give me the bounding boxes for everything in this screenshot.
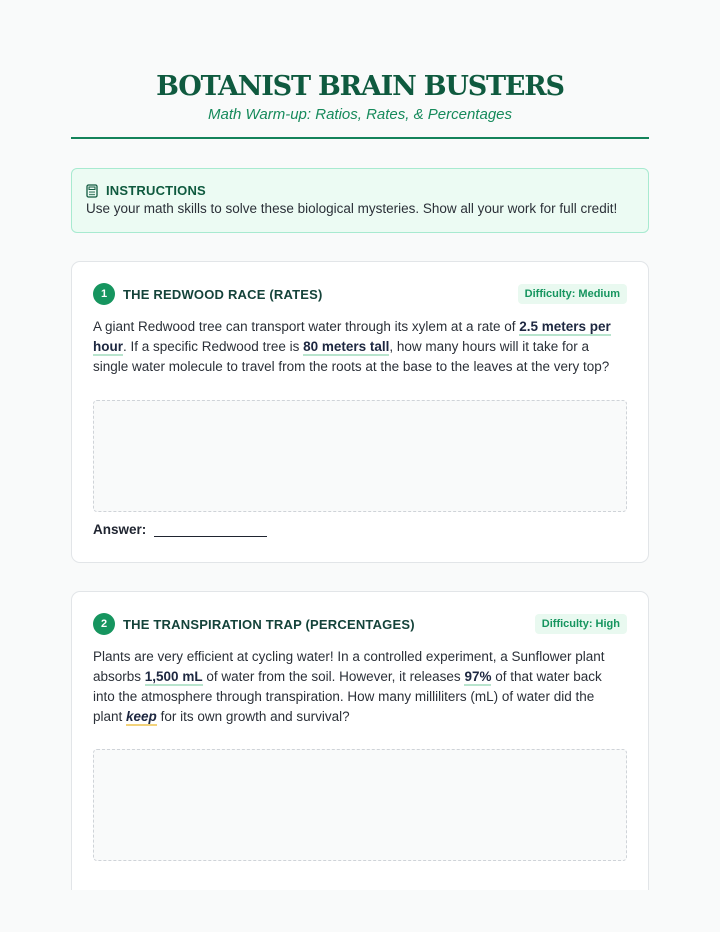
difficulty-badge: Difficulty: Medium xyxy=(518,284,627,304)
problem-header xyxy=(93,283,627,305)
highlighted-percent: 97% xyxy=(464,669,492,684)
problem-text xyxy=(93,647,627,727)
problem-number-badge: 2 xyxy=(93,613,115,635)
page-bottom-margin xyxy=(0,890,720,932)
calculator-icon xyxy=(86,184,98,198)
instructions-box xyxy=(71,168,649,233)
worksheet-header xyxy=(71,70,649,125)
header-divider xyxy=(71,137,649,139)
difficulty-badge: Difficulty: High xyxy=(535,614,627,634)
page-title: BOTANIST BRAIN BUSTERS xyxy=(156,71,564,102)
problem-number-badge: 1 xyxy=(93,283,115,305)
problem-text-part: Plants are very efficient at cycling water! In a controlled experiment, a Sunflower plant absorbs xyxy=(93,649,605,684)
highlighted-height: 80 meters tall xyxy=(303,339,390,354)
problem-text xyxy=(93,317,627,377)
highlighted-rate: 2.5 meters per hour xyxy=(93,319,611,354)
work-area[interactable] xyxy=(93,749,627,861)
problem-text-part: A giant Redwood tree can transport water through its xylem at a rate of xyxy=(93,319,520,334)
answer-blank[interactable] xyxy=(154,536,267,537)
instructions-title: INSTRUCTIONS xyxy=(106,183,206,198)
instructions-text: Use your math skills to solve these biological mysteries. Show all your work for full credit! xyxy=(86,201,618,216)
instructions-heading xyxy=(86,183,634,198)
problem-text-part: , how many hours will it take for a single water molecule to travel from the roots at the base to the leaves at the very top? xyxy=(93,339,610,374)
problem-card-1 xyxy=(71,261,649,563)
answer-label: Answer: xyxy=(93,522,147,537)
highlighted-keep: keep xyxy=(126,709,157,724)
problem-card-2 xyxy=(71,591,649,890)
highlighted-volume: 1,500 mL xyxy=(144,669,203,684)
problem-header xyxy=(93,613,627,635)
problem-text-part: of that water back into the atmosphere through transpiration. How many milliliters (mL) of water did the plant xyxy=(93,669,602,724)
answer-row xyxy=(93,522,627,537)
problem-title: THE TRANSPIRATION TRAP (PERCENTAGES) xyxy=(123,616,415,632)
work-area[interactable] xyxy=(93,400,627,512)
problem-title: THE REDWOOD RACE (RATES) xyxy=(123,286,323,302)
problem-text-part: for its own growth and survival? xyxy=(156,709,350,724)
problem-text-part: of water from the soil. However, it releases xyxy=(202,669,465,684)
page-subtitle: Math Warm-up: Ratios, Rates, & Percentages xyxy=(207,106,512,123)
problem-text-part: . If a specific Redwood tree is xyxy=(123,339,304,354)
